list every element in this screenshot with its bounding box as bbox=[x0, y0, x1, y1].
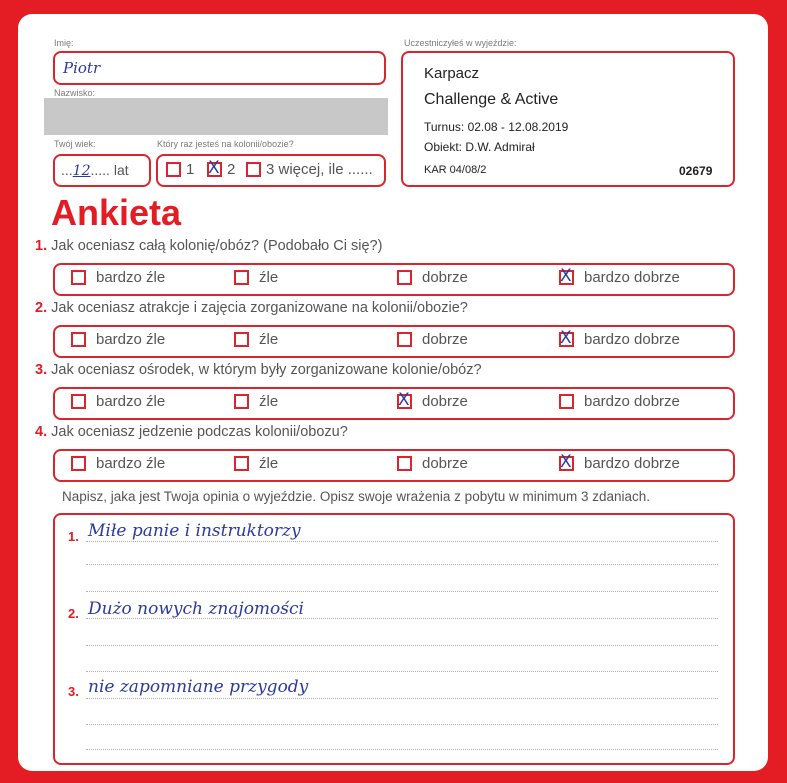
q2-option-bardzo-dobrze: bardzo dobrze bbox=[584, 331, 680, 348]
q4-option-dobrze: dobrze bbox=[422, 455, 468, 472]
q4-option-bardzo-zle: bardzo źle bbox=[96, 455, 166, 472]
trip-label: Uczestniczyłeś w wyjeździe: bbox=[404, 38, 517, 48]
trip-number: 02679 bbox=[679, 164, 713, 178]
dotted-line bbox=[86, 591, 718, 592]
age-suffix: ..... lat bbox=[90, 162, 129, 178]
q1-checkbox-dobrze[interactable] bbox=[397, 270, 412, 285]
opinion-number-1: 1. bbox=[68, 529, 79, 544]
which-option-3: 3 więcej, ile ...... bbox=[266, 161, 373, 178]
q3-checkbox-dobrze[interactable] bbox=[397, 390, 412, 410]
name-value: Piotr bbox=[63, 59, 101, 77]
question-1: 1. Jak oceniasz całą kolonię/obóz? (Podobało Ci się?) bbox=[35, 238, 383, 254]
q4-checkbox-bardzo-zle[interactable] bbox=[71, 456, 86, 471]
dotted-line bbox=[86, 698, 718, 699]
q4-option-zle: źle bbox=[259, 455, 279, 472]
q3-checkbox-zle[interactable] bbox=[234, 394, 249, 409]
q2-option-zle: źle bbox=[259, 331, 279, 348]
q1-option-dobrze: dobrze bbox=[422, 269, 468, 286]
which-checkbox-2[interactable] bbox=[207, 158, 222, 178]
trip-code: KAR 04/08/2 bbox=[424, 164, 487, 176]
age-prefix: ... bbox=[61, 162, 73, 178]
check-mark: X bbox=[560, 328, 572, 348]
which-time-label: Który raz jesteś na kolonii/obozie? bbox=[157, 139, 294, 149]
q2-checkbox-dobrze[interactable] bbox=[397, 332, 412, 347]
check-mark: X bbox=[560, 452, 572, 472]
dotted-line bbox=[86, 645, 718, 646]
dotted-line bbox=[86, 564, 718, 565]
opinion-text-3: nie zapomniane przygody bbox=[88, 677, 309, 697]
opinion-prompt: Napisz, jaka jest Twoja opinia o wyjeździe. Opisz swoje wrażenia z pobytu w minimum 3 zdaniach. bbox=[62, 489, 651, 504]
surname-redacted bbox=[44, 98, 388, 135]
page-title: Ankieta bbox=[51, 192, 182, 233]
dotted-line bbox=[86, 541, 718, 542]
q3-option-bardzo-dobrze: bardzo dobrze bbox=[584, 393, 680, 410]
q1-checkbox-bardzo-zle[interactable] bbox=[71, 270, 86, 285]
q2-checkbox-bardzo-dobrze[interactable] bbox=[559, 328, 574, 348]
check-mark: X bbox=[208, 158, 220, 178]
q3-checkbox-bardzo-zle[interactable] bbox=[71, 394, 86, 409]
q4-checkbox-zle[interactable] bbox=[234, 456, 249, 471]
trip-turnus: Turnus: 02.08 - 12.08.2019 bbox=[424, 120, 569, 134]
which-option-2: 2 bbox=[227, 161, 236, 178]
name-field[interactable] bbox=[53, 51, 386, 85]
q3-option-dobrze: dobrze bbox=[422, 393, 468, 410]
opinion-text-1: Miłe panie i instruktorzy bbox=[88, 521, 301, 541]
age-label: Twój wiek: bbox=[54, 139, 96, 149]
opinion-text-2: Dużo nowych znajomości bbox=[88, 599, 304, 619]
q3-option-bardzo-zle: bardzo źle bbox=[96, 393, 166, 410]
question-2: 2. Jak oceniasz atrakcje i zajęcia zorganizowane na kolonii/obozie? bbox=[35, 300, 468, 316]
q1-option-zle: źle bbox=[259, 269, 279, 286]
q4-option-bardzo-dobrze: bardzo dobrze bbox=[584, 455, 680, 472]
q1-option-bardzo-dobrze: bardzo dobrze bbox=[584, 269, 680, 286]
surname-label: Nazwisko: bbox=[54, 88, 96, 98]
trip-place: Karpacz bbox=[424, 65, 480, 82]
q1-checkbox-bardzo-dobrze[interactable] bbox=[559, 266, 574, 286]
opinion-box[interactable] bbox=[53, 513, 735, 765]
which-time-field bbox=[156, 154, 386, 187]
q4-checkbox-dobrze[interactable] bbox=[397, 456, 412, 471]
q1-option-bardzo-zle: bardzo źle bbox=[96, 269, 166, 286]
age-field[interactable] bbox=[53, 154, 151, 187]
age-value: 12 bbox=[72, 163, 91, 179]
dotted-line bbox=[86, 724, 718, 725]
check-mark: X bbox=[398, 390, 410, 410]
q3-option-zle: źle bbox=[259, 393, 279, 410]
q3-checkbox-bardzo-dobrze[interactable] bbox=[559, 394, 574, 409]
check-mark: X bbox=[560, 266, 572, 286]
q2-option-dobrze: dobrze bbox=[422, 331, 468, 348]
q2-checkbox-bardzo-zle[interactable] bbox=[71, 332, 86, 347]
opinion-number-3: 3. bbox=[68, 684, 79, 699]
q2-option-bardzo-zle: bardzo źle bbox=[96, 331, 166, 348]
trip-program: Challenge & Active bbox=[424, 91, 559, 108]
trip-info-box bbox=[401, 51, 735, 187]
dotted-line bbox=[86, 749, 718, 750]
which-option-1: 1 bbox=[186, 161, 195, 178]
which-checkbox-1[interactable] bbox=[166, 162, 181, 177]
dotted-line bbox=[86, 671, 718, 672]
q1-checkbox-zle[interactable] bbox=[234, 270, 249, 285]
question-4: 4. Jak oceniasz jedzenie podczas kolonii/obozu? bbox=[35, 424, 348, 440]
trip-obiekt: Obiekt: D.W. Admirał bbox=[424, 140, 535, 154]
which-checkbox-3[interactable] bbox=[246, 162, 261, 177]
q4-checkbox-bardzo-dobrze[interactable] bbox=[559, 452, 574, 472]
q2-checkbox-zle[interactable] bbox=[234, 332, 249, 347]
name-label: Imię: bbox=[54, 38, 74, 48]
question-3: 3. Jak oceniasz ośrodek, w którym były zorganizowane kolonie/obóz? bbox=[35, 362, 482, 378]
opinion-number-2: 2. bbox=[68, 606, 79, 621]
